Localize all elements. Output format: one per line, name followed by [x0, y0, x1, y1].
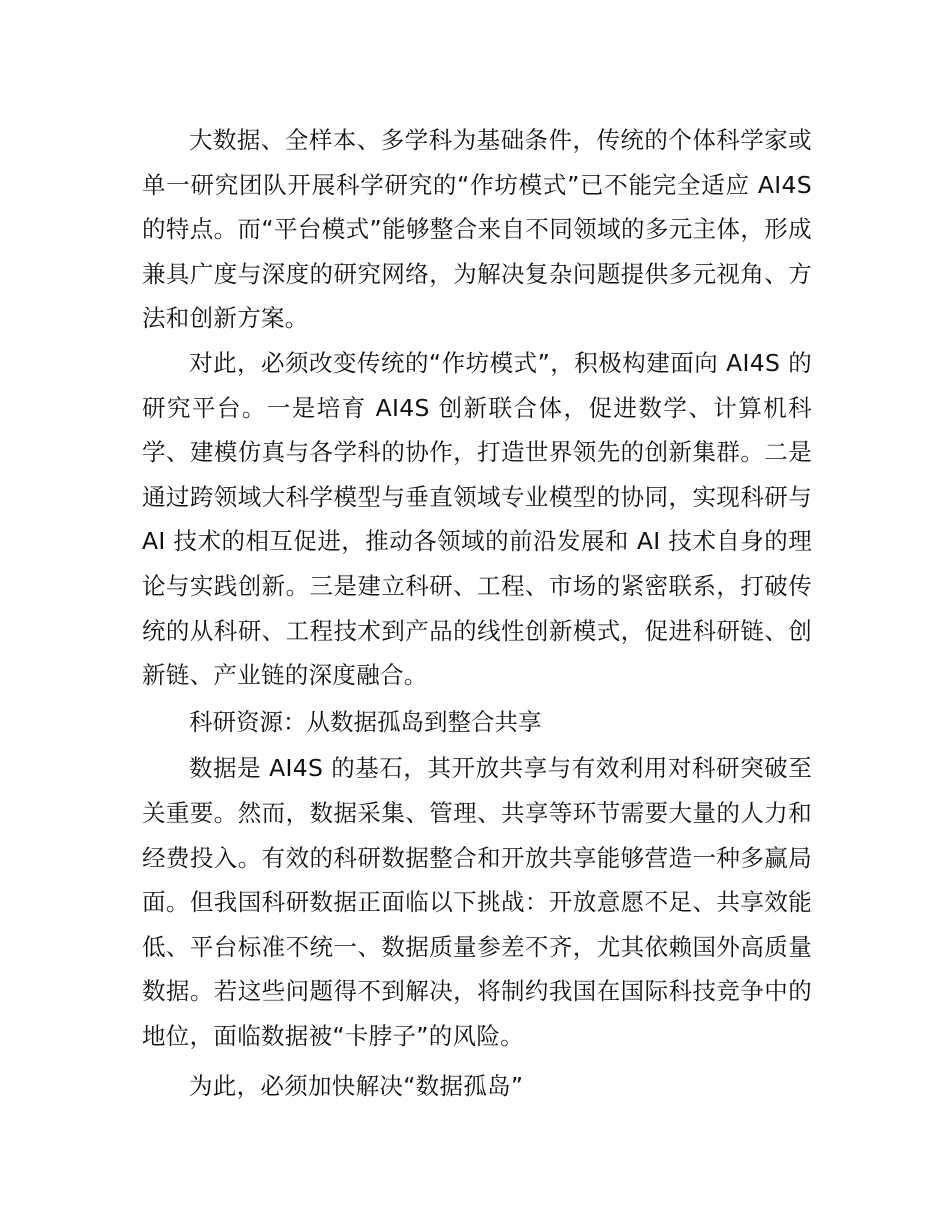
paragraph-4: 为此，必须加快解决“数据孤岛”	[189, 1072, 524, 1101]
paragraph-2: 对此，必须改变传统的“作坊模式”，积极构建面向 AI4S 的研究平台。一是培育 AI4S 创新联合体，促进数学、计算机科学、建模仿真与各学科的协作，打造世界领先的创新集群。二是通过跨领域大科学模型与垂直领域专业模型的协同，实现科研与 AI 技术的相互促进，推动各领域的前沿发展和 AI 技术自身的理论与实践创新。三是建立科研、工程、市场的紧密联系，打破传统的从科研、工程技术到产品的线性创新模式，促进科研链、创新链、产业链的深度融合。	[142, 348, 812, 690]
section-subheading: 科研资源：从数据孤岛到整合共享	[189, 707, 542, 736]
paragraph-3: 数据是 AI4S 的基石，其开放共享与有效利用对科研突破至关重要。然而，数据采集、管理、共享等环节需要大量的人力和经费投入。有效的科研数据整合和开放共享能够营造一种多赢局面。但我国科研数据正面临以下挑战：开放意愿不足、共享效能低、平台标准不统一、数据质量参差不齐，尤其依赖国外高质量数据。若这些问题得不到解决，将制约我国在国际科技竞争中的地位，面临数据被“卡脖子”的风险。	[142, 754, 812, 1050]
paragraph-1: 大数据、全样本、多学科为基础条件，传统的个体科学家或单一研究团队开展科学研究的“作坊模式”已不能完全适应 AI4S 的特点。而“平台模式”能够整合来自不同领域的多元主体，形成兼具广度与深度的研究网络，为解决复杂问题提供多元视角、方法和创新方案。	[142, 126, 812, 333]
document-body	[142, 118, 812, 1109]
